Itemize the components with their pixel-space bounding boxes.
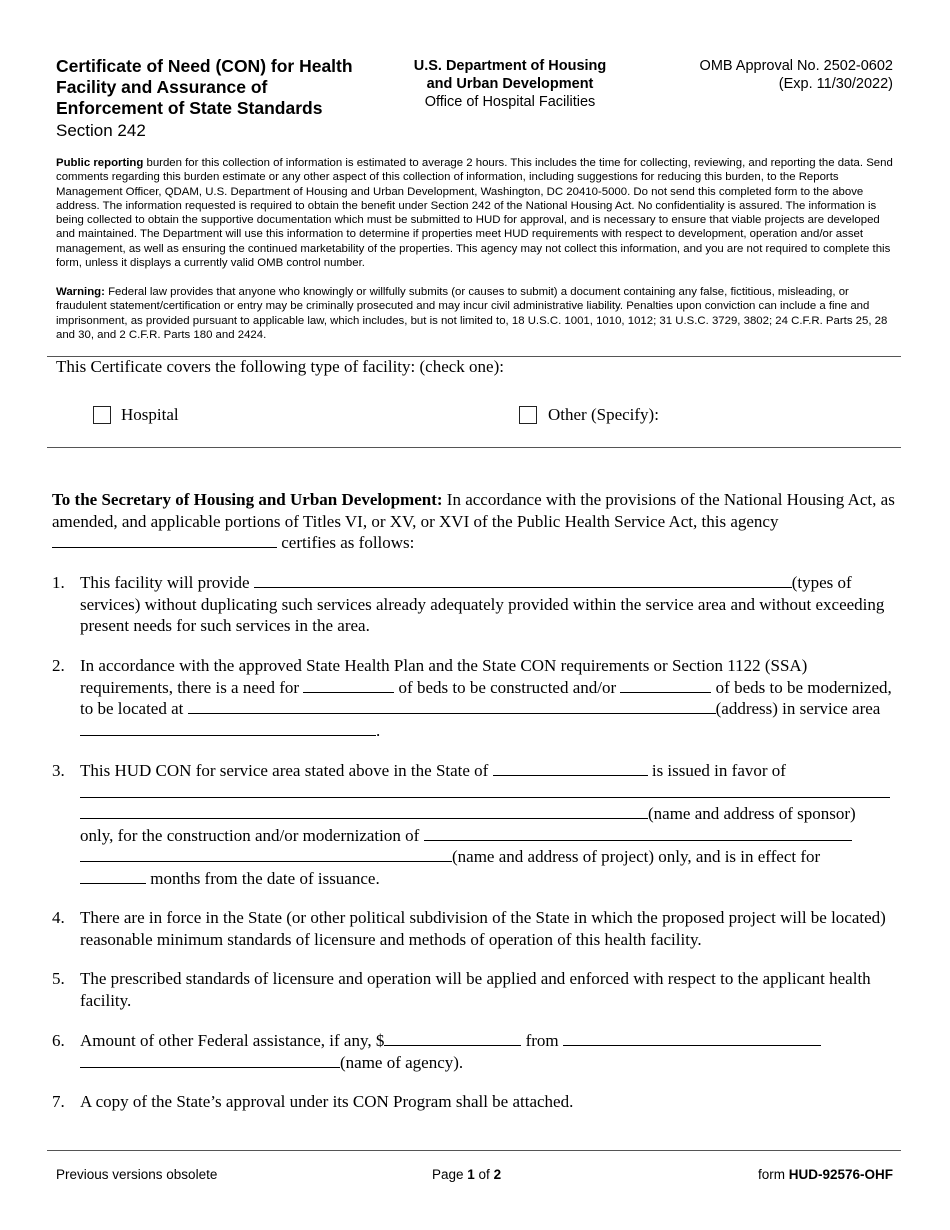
item-2-text-b: of beds to be constructed and/or: [394, 677, 621, 697]
item-3-text-f: months from the date of issuance.: [146, 868, 380, 888]
item-1-text-b: (types of services) without duplicating such services already adequately provided within the service area and without exceeding present needs for such services in the area.: [80, 573, 885, 636]
project-line-2-field[interactable]: [80, 846, 452, 862]
facility-type-prompt: This Certificate covers the following type of facility: (check one):: [56, 357, 504, 376]
item-6-number: 6.: [52, 1031, 65, 1050]
project-line-1-field[interactable]: [424, 825, 852, 841]
public-reporting-notice: [56, 156, 896, 270]
previous-versions-note: Previous versions obsolete: [56, 1167, 218, 1182]
item-7: [52, 1091, 897, 1113]
agency-name-line2: and Urban Development: [426, 76, 594, 92]
item-2-text-d: (address) in service area: [715, 699, 881, 719]
item-3-text-d: only, for the construction and/or modernization of: [80, 825, 424, 845]
form-number-value: HUD-92576-OHF: [788, 1167, 893, 1182]
item-3-text-b: is issued in favor of: [647, 761, 786, 780]
form-number: [758, 1166, 893, 1184]
warning-lead: Warning:: [56, 286, 105, 298]
item-6: [52, 1030, 897, 1073]
agency-name-line1: U.S. Department of Housing: [413, 58, 607, 74]
page-total: 2: [493, 1167, 502, 1182]
omb-expiration: (Exp. 11/30/2022): [778, 76, 893, 92]
agency-name-field[interactable]: [52, 532, 277, 548]
item-2-number: 2.: [52, 656, 65, 675]
page-indicator: [432, 1166, 501, 1184]
agency-office: Office of Hospital Facilities: [424, 94, 596, 110]
hospital-label: Hospital: [121, 405, 179, 424]
agency-block: [380, 57, 640, 111]
item-3: [52, 760, 897, 890]
item-1: [52, 572, 897, 637]
public-reporting-text: burden for this collection of information is estimated to average 2 hours. This includes the time for collecting, reviewing, and reporting the data. Send comments regarding this burden estimate or any other aspect of this collection of information, including suggestions for reducing this burden, to the Reports Management Officer, QDAM, U.S. Department of Housing and Urban Development, Washington, DC 20410-5000. Do not send this completed form to the above address. The information requested is required to obtain the benefit under Section 242 of the National Housing Act. No confidentiality is assured. The information is being collected to obtain the supportive documentation which must be submitted to HUD for approval, and is necessary to ensure that viable projects are developed and maintained. The Department will use this information to determine if properties meet HUD requirements with respect to development, operation and/or asset management, as well as ensuring the continued marketability of the properties. This agency may not collect this information, and you are not required to complete this form, unless it displays a currently valid OMB control number.: [56, 157, 893, 270]
page-word: Page: [432, 1167, 468, 1182]
omb-approval-number: OMB Approval No. 2502-0602: [699, 58, 893, 74]
item-2-text-c: of beds to be modernized, to be located at: [80, 677, 892, 719]
intro-text-a: In accordance with the provisions of the National Housing Act, as amended, and applicable portions of Titles VI, or XV, or XVI of the Public Health Service Act, this agency: [52, 490, 895, 531]
warning-text: Federal law provides that anyone who knowingly or willfully submits (or causes to submit) a document containing any false, fictitious, misleading, or fraudulent statement/certification or entry may be criminally prosecuted and may incur civil administrative liability. Penalties upon conviction can include a fine and imprisonment, as provided pursuant to applicable law, which includes, but is not limited to, 18 U.S.C. 1001, 1010, 1012; 31 U.S.C. 3729, 3802; 24 C.F.R. Parts 25, 28 and 30, and 2 C.F.R. Parts 180 and 2424.: [56, 286, 888, 341]
types-of-services-field[interactable]: [254, 572, 792, 588]
months-field[interactable]: [80, 868, 146, 884]
form-word: form: [757, 1167, 789, 1182]
beds-constructed-field[interactable]: [303, 677, 394, 693]
federal-amount-field[interactable]: [384, 1030, 521, 1046]
item-1-number: 1.: [52, 573, 65, 592]
agency-name-continuation-field[interactable]: [80, 1052, 340, 1068]
item-4-number: 4.: [52, 908, 65, 927]
item-3-number: 3.: [52, 761, 65, 780]
item-4-text: There are in force in the State (or other political subdivision of the State in which the proposed project will be located) reasonable minimum standards of licensure and methods of operation of this health facility.: [80, 908, 886, 949]
item-3-text-c: (name and address of sponsor): [648, 804, 856, 824]
beds-modernized-field[interactable]: [620, 677, 711, 693]
item-1-text-a: This facility will provide: [80, 573, 254, 592]
item-3-text-e: (name and address of project) only, and is in effect for: [452, 847, 821, 867]
service-area-field[interactable]: [80, 720, 376, 736]
item-7-number: 7.: [52, 1092, 65, 1111]
intro-text-b: certifies as follows:: [277, 533, 415, 553]
form-title: Certificate of Need (CON) for Health Facility and Assurance of Enforcement of State Standards: [56, 56, 353, 118]
other-checkbox[interactable]: [519, 406, 537, 424]
certification-intro: [52, 489, 897, 554]
omb-block: [700, 57, 893, 93]
page-of: of: [474, 1167, 494, 1182]
sponsor-line-2-field[interactable]: [80, 803, 648, 819]
state-field[interactable]: [493, 760, 648, 776]
certification-lead: To the Secretary of Housing and Urban Development:: [52, 490, 443, 509]
item-3-text-a: This HUD CON for service area stated above in the State of: [80, 761, 493, 780]
item-7-text: A copy of the State’s approval under its CON Program shall be attached.: [80, 1092, 574, 1111]
item-2: [52, 655, 897, 741]
page-number: 1: [467, 1167, 475, 1182]
address-field[interactable]: [188, 698, 716, 714]
divider-middle: [47, 447, 901, 448]
item-2-text-e: .: [376, 720, 381, 740]
item-6-text-b: from: [521, 1031, 563, 1050]
warning-notice: [56, 285, 896, 342]
item-5-text: The prescribed standards of licensure and operation will be applied and enforced with respect to the applicant health facility.: [80, 969, 871, 1010]
public-reporting-lead: Public reporting: [56, 157, 144, 169]
item-5-number: 5.: [52, 969, 65, 988]
item-6-text-a: Amount of other Federal assistance, if any, $: [80, 1031, 385, 1050]
sponsor-line-1-field[interactable]: [80, 782, 890, 798]
item-6-text-c: (name of agency).: [340, 1052, 464, 1072]
item-4: [52, 907, 897, 950]
item-5: [52, 968, 897, 1011]
assistance-source-field[interactable]: [563, 1030, 821, 1046]
other-label: Other (Specify):: [548, 405, 659, 424]
item-2-text-a: In accordance with the approved State Health Plan and the State CON requirements or Section 1122 (SSA) requirements, there is a need for: [80, 656, 808, 697]
hospital-checkbox[interactable]: [93, 406, 111, 424]
section-label: Section 242: [56, 121, 146, 140]
divider-footer: [47, 1150, 901, 1151]
